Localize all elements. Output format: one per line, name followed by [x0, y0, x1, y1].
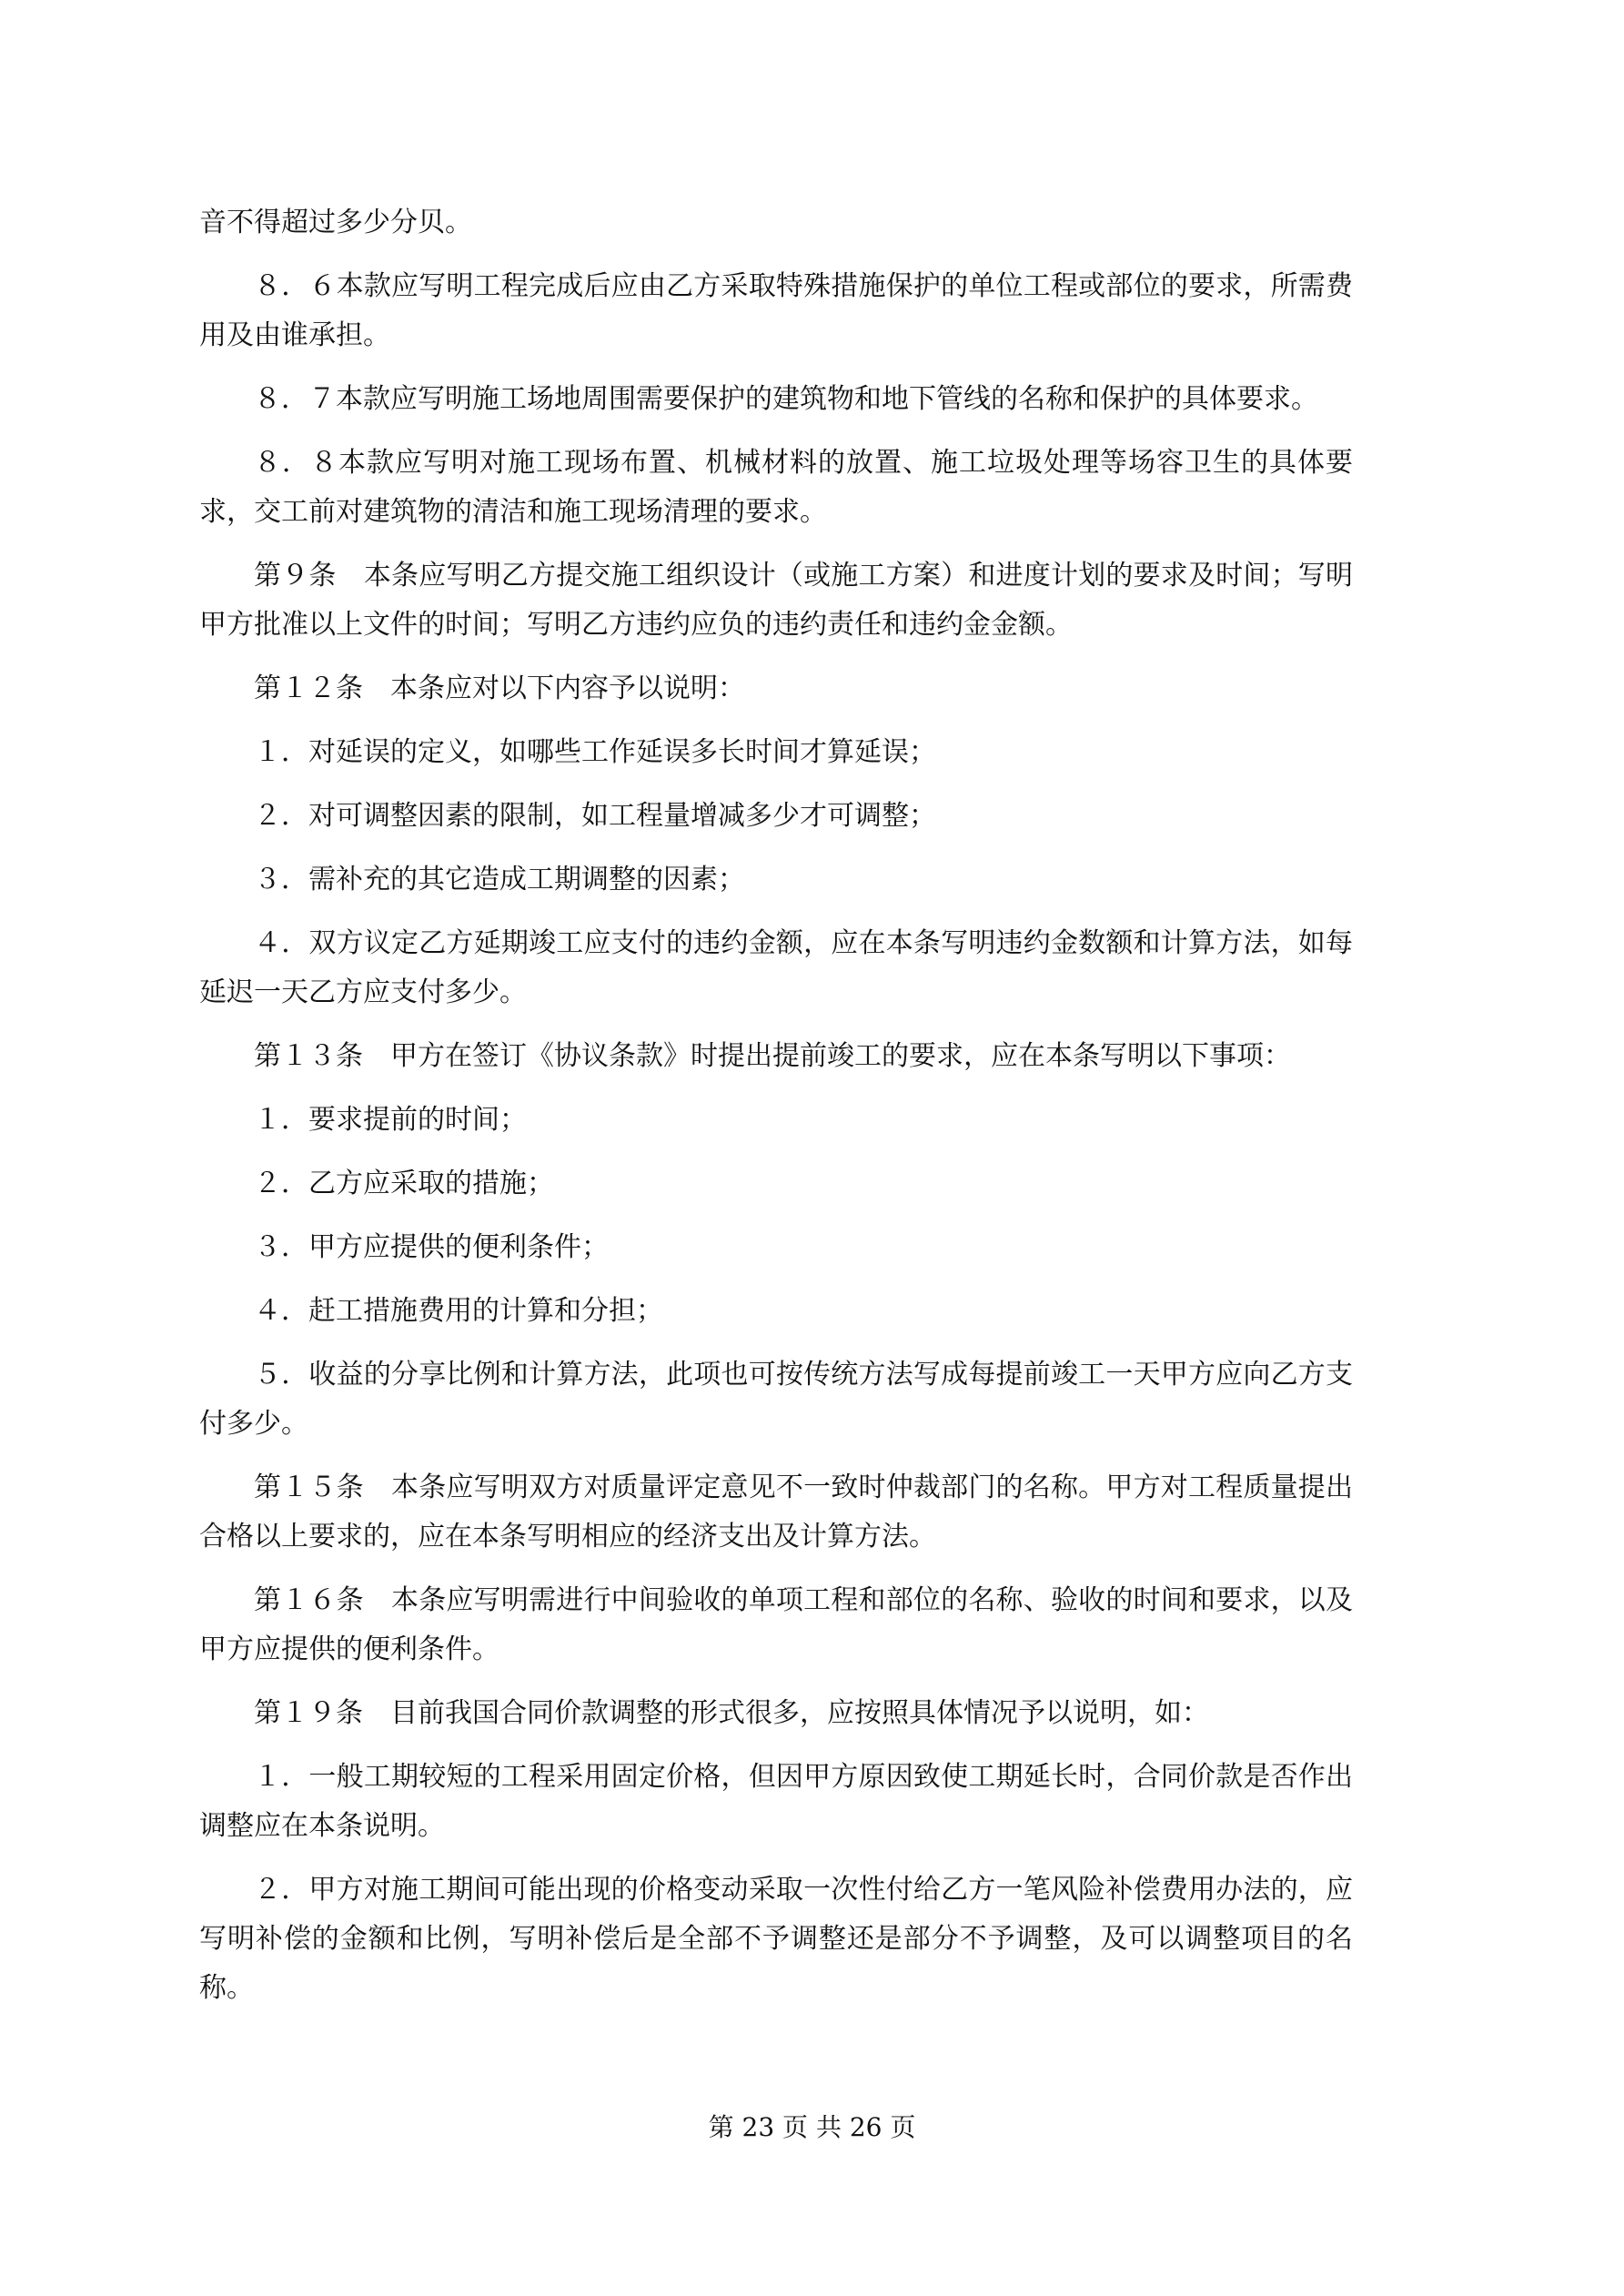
list-item: ２．对可调整因素的限制，如工程量增减多少才可调整； [254, 800, 936, 832]
list-item: ５．收益的分享比例和计算方法，此项也可按传统方法写成每提前竣工一天甲方应向乙方支付多少。 [199, 1359, 1353, 1440]
paragraph-clause-8-8: ８．８本款应写明对施工现场布置、机械材料的放置、施工垃圾处理等场容卫生的具体要求，交工前对建筑物的清洁和施工现场清理的要求。 [199, 447, 1353, 528]
paragraph-article-15: 第１５条 本条应写明双方对质量评定意见不一致时仲裁部门的名称。甲方对工程质量提出合格以上要求的，应在本条写明相应的经济支出及计算方法。 [199, 1472, 1353, 1553]
list-item: ３．甲方应提供的便利条件； [254, 1231, 609, 1263]
paragraph-clause-8-7: ８．７本款应写明施工场地周围需要保护的建筑物和地下管线的名称和保护的具体要求。 [254, 383, 1318, 415]
paragraph-article-16: 第１６条 本条应写明需进行中间验收的单项工程和部位的名称、验收的时间和要求，以及甲方应提供的便利条件。 [199, 1584, 1353, 1665]
list-item: ４．赶工措施费用的计算和分担； [254, 1295, 663, 1327]
paragraph-clause-8-6: ８．６本款应写明工程完成后应由乙方采取特殊措施保护的单位工程或部位的要求，所需费用及由谁承担。 [199, 270, 1353, 351]
page-number-footer: 第 23 页 共 26 页 [708, 2112, 916, 2142]
paragraph-article-13: 第１３条 甲方在签订《协议条款》时提出提前竣工的要求，应在本条写明以下事项： [254, 1040, 1291, 1072]
list-item: ４．双方议定乙方延期竣工应支付的违约金额，应在本条写明违约金数额和计算方法，如每延迟一天乙方应支付多少。 [199, 927, 1353, 1008]
list-item: ２．乙方应采取的措施； [254, 1168, 554, 1199]
paragraph-article-12: 第１２条 本条应对以下内容予以说明： [254, 673, 745, 704]
paragraph-article-19: 第１９条 目前我国合同价款调整的形式很多，应按照具体情况予以说明，如： [254, 1697, 1209, 1729]
list-item: １．一般工期较短的工程采用固定价格，但因甲方原因致使工期延长时，合同价款是否作出调整应在本条说明。 [199, 1761, 1353, 1842]
document-body [199, 198, 1353, 2028]
paragraph-article-9: 第９条 本条应写明乙方提交施工组织设计（或施工方案）和进度计划的要求及时间；写明甲方批准以上文件的时间；写明乙方违约应负的违约责任和违约金金额。 [199, 560, 1353, 641]
list-item: １．要求提前的时间； [254, 1104, 527, 1136]
paragraph-continuation: 音不得超过多少分贝。 [199, 207, 472, 238]
list-item: １．对延误的定义，如哪些工作延误多长时间才算延误； [254, 736, 936, 768]
list-item: ２．甲方对施工期间可能出现的价格变动采取一次性付给乙方一笔风险补偿费用办法的，应写明补偿的金额和比例，写明补偿后是全部不予调整还是部分不予调整，及可以调整项目的名称。 [199, 1874, 1353, 2004]
list-item: ３．需补充的其它造成工期调整的因素； [254, 864, 745, 895]
